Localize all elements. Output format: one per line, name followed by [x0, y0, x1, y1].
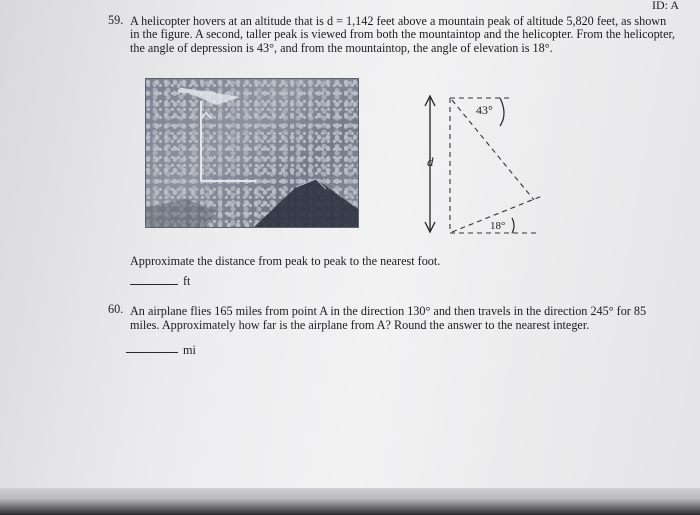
id-label: ID: A: [652, 0, 679, 12]
question-60-number: 60.: [108, 302, 124, 316]
question-59-line-3: the angle of depression is 43°, and from the mountaintop, the angle of elevation is 18°.: [130, 41, 553, 55]
q60-answer-line: [126, 352, 178, 353]
page-shadow: [0, 488, 700, 515]
angle-label-bottom: 18°: [490, 220, 506, 232]
d-label: d: [427, 154, 434, 169]
q60-unit: mi: [183, 343, 196, 357]
depression-line: [452, 100, 534, 200]
mountain-photo: [145, 78, 359, 228]
angle-diagram: [412, 88, 552, 243]
q59-unit: ft: [183, 274, 191, 288]
question-59-line-1: A helicopter hovers at an altitude that is d = 1,142 feet above a mountain peak of altitude 5,820 feet, as shown: [130, 14, 667, 28]
angle-label-top: 43°: [476, 103, 493, 117]
question-60-line-1: An airplane flies 165 miles from point A in the direction 130° and then travels in the direction 245° for 85: [130, 304, 647, 318]
angle-arc-18: [512, 218, 514, 233]
angle-arc-43: [500, 98, 504, 126]
q59-answer-line: [130, 284, 178, 285]
question-60-line-2: miles. Approximately how far is the airplane from A? Round the answer to the nearest integer.: [130, 318, 590, 332]
question-59-number: 59.: [108, 13, 124, 27]
question-59-line-2: in the figure. A second, taller peak is viewed from both the mountaintop and the helicopter. From the helicopter,: [130, 27, 676, 41]
question-59-prompt: Approximate the distance from peak to peak to the nearest foot.: [130, 254, 441, 268]
